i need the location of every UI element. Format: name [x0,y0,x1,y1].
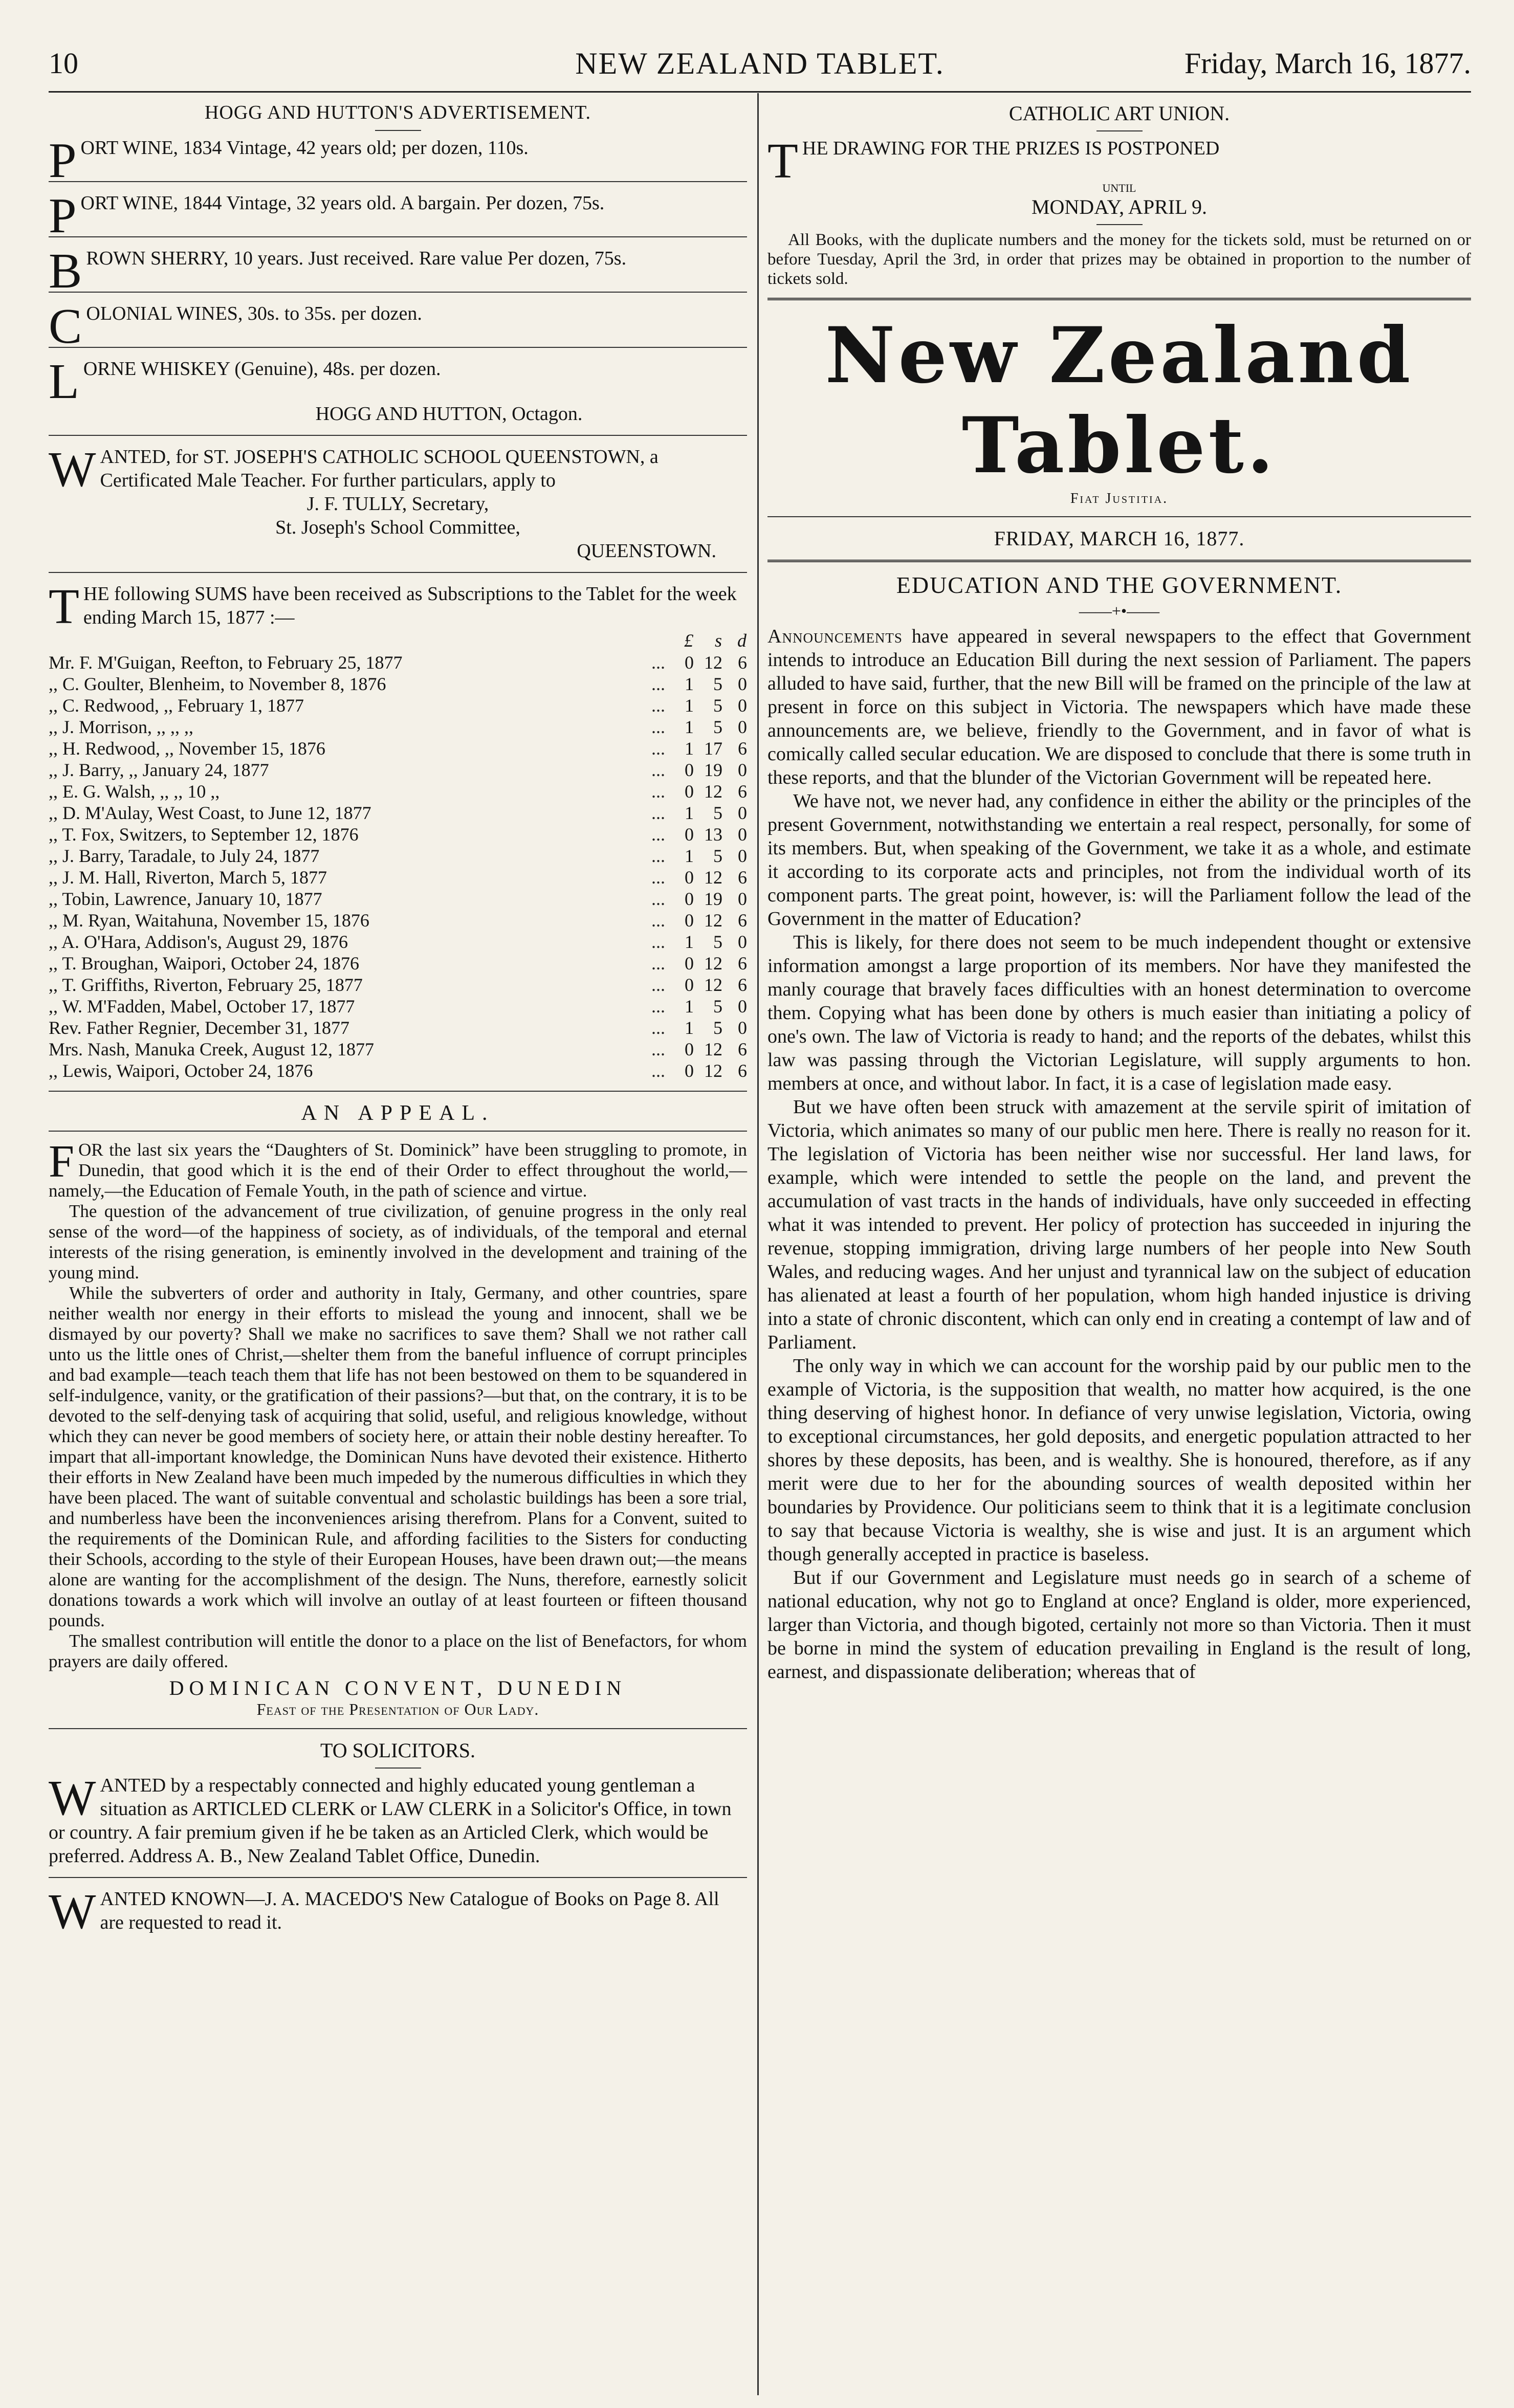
appeal-paragraph: The smallest contribution will entitle the donor to a place on the list of Benefactors, for whom prayers are daily offered. [49,1631,747,1671]
amount-pence: 0 [738,824,747,845]
amount-pounds: 1 [685,674,694,694]
subscription-row [49,802,747,824]
art-union-body-text: All Books, with the duplicate numbers and the money for the tickets sold, must be returned on or before Tuesday, April the 3rd, in order that prizes may be obtained in proportion to the number of tickets sold. [767,231,1471,288]
amount-pounds: 0 [685,652,694,673]
amount-pence: 0 [738,760,747,780]
subscriber-name: Mrs. Nash, Manuka Creek, August 12, 1877 [49,1039,374,1059]
nameplate [767,311,1471,507]
amount-pounds: 1 [685,803,694,823]
subscriptions-section [49,579,747,1081]
wanted-teacher-text [49,442,747,497]
page-header [49,46,1471,92]
amount-shillings: 5 [713,996,722,1017]
subscriptions-intro [49,579,747,634]
amount-shillings: 12 [704,652,722,673]
wanted-teacher-body: ANTED, for ST. JOSEPH'S CATHOLIC SCHOOL QUEENSTOWN, a Certificated Male Teacher. For further particulars, apply to [100,446,659,491]
right-column [767,97,1471,1684]
subscriber-name: ,, A. O'Hara, Addison's, August 29, 1876 [49,932,348,952]
subscriptions-table [49,629,747,1081]
dots: ... [651,846,665,866]
dots: ... [651,1039,665,1059]
amount-pence: 6 [738,738,747,759]
subscription-row [49,695,747,716]
appeal-feast-line: Feast of the Presentation of Our Lady. [256,1700,539,1718]
editorial-body [767,625,1471,1684]
wanted-signature-name: J. F. TULLY, Secretary, [306,493,489,515]
subscription-row [49,845,747,867]
divider [49,1131,747,1132]
drop-cap: L [49,354,79,409]
drop-cap: C [49,299,82,354]
subscriber-name: ,, Lewis, Waipori, October 24, 1876 [49,1061,313,1081]
amount-pounds: 0 [685,781,694,802]
amount-pence: 6 [738,975,747,995]
divider [49,236,747,237]
editorial-paragraph: But we have often been struck with amazement at the servile spirit of imitation of Victoria, which animates so many of our public men here. There is really no reason for it. The legislation of Victoria has been neither wise nor successful. Her land laws, for example, which were intended to settle the people on the land, and prevent the accumulation of vast tracts in the hands of individuals, have only succeeded in effecting what it was intended to prevent. Her policy of protection has succeeded in injuring the revenue, stopping immigration, driving large numbers of her people into New South Wales, and reducing wages. And her unjust and tyrannical law on the subject of education has alienated at least a fourth of her population, whom high handed injustice is driving into a state of chronic discontent, which can only end in creating a contempt of law and of Parliament. [767,1096,1471,1353]
subscriber-name: ,, T. Griffiths, Riverton, February 25, 1877 [49,975,363,995]
subscriber-name: ,, C. Redwood, ,, February 1, 1877 [49,695,304,716]
amount-pence: 0 [738,932,747,952]
amount-pence: 6 [738,910,747,931]
amount-pounds: 0 [685,824,694,845]
dots: ... [651,781,665,802]
subscription-row [49,759,747,781]
subscription-row [49,781,747,802]
subscription-row [49,974,747,996]
amount-pence: 6 [738,1039,747,1059]
editorial-paragraph: The only way in which we can account for the worship paid by our public men to the example of Victoria, is the supposition that wealth, no matter how acquired, is the one thing deserving of highest honor. In defiance of very unwise legislation, Victoria, owing to exceptional circumstances, her gold deposits, and energetic population attracted to her shores by these deposits, has been, and is wealthy. She is honoured, therefore, as if any merit were due to her for the abounding sources of wealth deposited within her boundaries by Providence. Our politicians seem to think that it is a legitimate conclusion to say that because Victoria is wealthy, she is wise and just. It is an argument which though generally accepted in practice is baseless. [767,1355,1471,1565]
solicitors-heading: TO SOLICITORS. [320,1739,475,1762]
dots: ... [651,738,665,759]
amount-pence: 0 [738,803,747,823]
subscription-row [49,738,747,759]
hogg-item [49,133,747,188]
amount-shillings: 5 [713,674,722,694]
divider [767,560,1471,562]
drop-cap: P [49,133,77,188]
dots: ... [651,996,665,1017]
subscription-row [49,1017,747,1039]
subscriber-name: Mr. F. M'Guigan, Reefton, to February 25, 1877 [49,652,403,673]
amount-pounds: 1 [685,695,694,716]
amount-pounds: 0 [685,953,694,974]
subscriber-name: ,, T. Fox, Switzers, to September 12, 1876 [49,824,359,845]
dots: ... [651,717,665,737]
amount-shillings: 5 [713,1018,722,1038]
appeal-section [49,1101,747,1719]
subscriber-name: ,, J. Barry, Taradale, to July 24, 1877 [49,846,320,866]
amount-pounds: 0 [685,975,694,995]
divider [49,572,747,573]
dots: ... [651,975,665,995]
nameplate-title: New Zealand Tablet. [825,311,1414,491]
amount-pounds: 0 [685,1039,694,1059]
amount-pence: 0 [738,674,747,694]
dots: ... [651,867,665,888]
subscription-row [49,1060,747,1081]
editorial-paragraph [767,625,1471,789]
header-date: Friday, March 16, 1877. [1184,47,1471,80]
subscription-row [49,953,747,974]
amount-pounds: 1 [685,932,694,952]
appeal-paragraph [49,1136,747,1201]
subscriber-name: ,, J. Morrison, ,, ,, ,, [49,717,194,737]
appeal-paragraph-text: OR the last six years the “Daughters of St. Dominick” have been struggling to promote, in Dunedin, that good which it is the end of their Order to effect throughout the world,—namely,—the Education of Female Youth, in the path of science and virtue. [49,1140,747,1201]
hogg-item-text: ORNE WHISKEY (Genuine), 48s. per dozen. [83,358,441,380]
dots: ... [651,824,665,845]
amount-shillings: 19 [704,889,722,909]
subscription-row [49,673,747,695]
dots: ... [651,910,665,931]
amount-shillings: 12 [704,1061,722,1081]
editorial-heading: EDUCATION AND THE GOVERNMENT. [896,572,1343,598]
drop-cap: W [49,1884,96,1939]
art-union-body [767,230,1471,289]
drop-cap: P [49,188,77,244]
hogg-item [49,299,747,354]
subscriber-name: ,, D. M'Aulay, West Coast, to June 12, 1877 [49,803,371,823]
subscriber-name: ,, C. Goulter, Blenheim, to November 8, 1876 [49,674,386,694]
amount-pounds: 1 [685,996,694,1017]
wanted-signature-committee: St. Joseph's School Committee, [275,517,520,538]
issue-date: FRIDAY, MARCH 16, 1877. [994,527,1245,550]
art-union-line1: HE DRAWING FOR THE PRIZES IS POSTPONED [802,138,1220,159]
amount-pence: 6 [738,1061,747,1081]
divider [375,1768,421,1769]
amount-shillings: 17 [704,738,722,759]
amount-pence: 0 [738,996,747,1017]
solicitors-body: ANTED by a respectably connected and highly educated young gentleman a situation as ARTICLED CLERK or LAW CLERK in a Solicitor's Office, in town or country. A fair premium given if he be taken as an Articled Clerk, which would be preferred. Address A. B., New Zealand Tablet Office, Dunedin. [49,1775,732,1867]
drop-cap: T [49,579,79,634]
amount-pounds: 0 [685,867,694,888]
dots: ... [651,674,665,694]
art-union-heading: CATHOLIC ART UNION. [1008,102,1230,125]
nameplate-motto: Fiat Justitia. [1070,491,1169,506]
subscription-row [49,1039,747,1060]
amount-shillings: 5 [713,717,722,737]
art-union-until: UNTIL [1102,182,1136,194]
dots: ... [651,932,665,952]
dots: ... [651,695,665,716]
pounds-header: £ [684,630,693,651]
divider [1096,130,1143,131]
dots: ... [651,803,665,823]
divider [767,516,1471,517]
header-rule [49,91,1471,93]
hogg-item [49,188,747,244]
amount-shillings: 12 [704,975,722,995]
wanted-signature-place: QUEENSTOWN. [577,540,716,562]
hogg-hutton-advertisement [49,101,747,426]
hogg-signature: HOGG AND HUTTON, Octagon. [315,403,583,425]
paper-title: NEW ZEALAND TABLET. [575,47,945,80]
dots: ... [651,889,665,909]
appeal-signature: DOMINICAN CONVENT, DUNEDIN [169,1676,627,1699]
hogg-item-text: ROWN SHERRY, 10 years. Just received. Rare value Per dozen, 75s. [86,248,627,269]
hogg-item-text: OLONIAL WINES, 30s. to 35s. per dozen. [86,303,422,324]
hogg-item-text: ORT WINE, 1834 Vintage, 42 years old; per dozen, 110s. [80,137,529,159]
hogg-item [49,354,747,409]
amount-pounds: 1 [685,717,694,737]
divider [375,130,421,131]
divider [49,1728,747,1729]
dots: ... [651,953,665,974]
subscriber-name: ,, W. M'Fadden, Mabel, October 17, 1877 [49,996,355,1017]
subscription-row [49,652,747,673]
amount-pence: 0 [738,846,747,866]
amount-pounds: 0 [685,889,694,909]
amount-shillings: 5 [713,846,722,866]
amount-shillings: 5 [713,695,722,716]
macedo-text [49,1884,747,1939]
amount-shillings: 5 [713,803,722,823]
subscriber-name: ,, H. Redwood, ,, November 15, 1876 [49,738,325,759]
left-column [49,97,747,1939]
amount-shillings: 12 [704,867,722,888]
subscriber-name: Rev. Father Regnier, December 31, 1877 [49,1018,350,1038]
editorial-paragraph: This is likely, for there does not seem to be much independent thought or extensive information amongst a large proportion of its members. Nor have they manifested the manly courage that bravely faces difficulties with an honest determination to overcome them. Copying what has been done by others is much easier than initiating a policy of one's own. The law of Victoria is ready to hand; and the reports of the debates, whilst this law was passing through the Victorian Legislature, will supply arguments to hon. members at once, and without labor. In fact, it is a case of legislation made easy. [767,932,1471,1094]
subscriber-name: ,, M. Ryan, Waitahuna, November 15, 1876 [49,910,369,931]
amount-pounds: 0 [685,760,694,780]
subscriber-name: ,, T. Broughan, Waipori, October 24, 1876 [49,953,360,974]
subscription-row [49,931,747,953]
divider [49,1091,747,1092]
amount-pence: 6 [738,867,747,888]
dots: ... [651,760,665,780]
subscriber-name: ,, E. G. Walsh, ,, ,, 10 ,, [49,781,220,802]
amount-pence: 0 [738,1018,747,1038]
amount-pence: 6 [738,953,747,974]
subscriptions-rows [49,652,747,1081]
amount-pence: 6 [738,781,747,802]
subscription-row [49,716,747,738]
amount-shillings: 12 [704,1039,722,1059]
subscriptions-intro-text: HE following SUMS have been received as Subscriptions to the Tablet for the week ending March 15, 1877 :— [83,583,737,628]
amount-shillings: 5 [713,932,722,952]
drop-cap: B [49,244,82,299]
divider [49,1877,747,1878]
pence-header: d [737,630,747,651]
hogg-item [49,244,747,299]
hogg-item-text: ORT WINE, 1844 Vintage, 32 years old. A bargain. Per dozen, 75s. [80,192,605,214]
macedo-body: ANTED KNOWN—J. A. MACEDO'S New Catalogue of Books on Page 8. All are requested to read it. [100,1888,719,1933]
divider [49,347,747,348]
amount-pounds: 1 [685,846,694,866]
editorial-lead-word: Announcements [767,626,903,647]
divider [49,292,747,293]
appeal-body [49,1136,747,1672]
amount-pounds: 1 [685,1018,694,1038]
editorial [767,571,1471,1684]
editorial-paragraph-text: have appeared in several newspapers to the effect that Government intends to introduce an Education Bill during the next session of Parliament. The papers alluded to have said, further, that the new Bill will be framed on the principle of the law at present in force on this subject in Victoria. The newspapers which have made these announcements are, we believe, friendly to the Government, and in favor of what is comically called secular education. We are disposed to conclude that there is some truth in these reports, and that the blunder of the Victorian Government will be repeated here. [767,626,1471,788]
shillings-header: s [714,630,722,651]
subscription-row [49,867,747,888]
editorial-paragraph: But if our Government and Legislature must needs go in search of a scheme of national education, why not go to England at once? England is older, more experienced, larger than Victoria, and though bigoted, certainly not more so than Victoria. Then it must be borne in mind the system of education prevailing in England is the result of long, earnest, and dispassionate deliberation; whereas that of [767,1567,1471,1683]
divider [49,435,747,436]
drop-cap: F [49,1136,75,1187]
hogg-heading: HOGG AND HUTTON'S ADVERTISEMENT. [204,102,591,123]
subscription-row [49,996,747,1017]
solicitors-text [49,1771,747,1868]
drop-cap: W [49,1771,96,1826]
amount-shillings: 19 [704,760,722,780]
subscription-row [49,888,747,910]
divider [49,181,747,182]
amount-shillings: 12 [704,910,722,931]
art-union-notice [767,101,1471,289]
dots: ... [651,1061,665,1081]
column-divider [757,93,759,2395]
divider [1096,224,1143,225]
amount-shillings: 12 [704,781,722,802]
wanted-teacher-ad [49,442,747,563]
ornament-divider: ——+•—— [1079,602,1160,620]
amount-pounds: 0 [685,910,694,931]
editorial-paragraph: We have not, we never had, any confidence in either the ability or the principles of the present Government, notwithstanding we entertain a real respect, personally, for some of its members. But, when speaking of the Government, we take it as a whole, and estimate it according to its corporate acts and principles, not from the individual worth of its component parts. The great point, however, is: will the Parliament follow the lead of the Government in the matter of Education? [767,790,1471,930]
subscriber-name: ,, Tobin, Lawrence, January 10, 1877 [49,889,322,909]
amount-pence: 0 [738,889,747,909]
amount-pence: 0 [738,695,747,716]
art-union-date: MONDAY, APRIL 9. [1031,195,1208,218]
divider [767,298,1471,300]
amount-shillings: 12 [704,953,722,974]
appeal-heading: AN APPEAL. [301,1101,495,1125]
dots: ... [651,1018,665,1038]
subscriber-name: ,, J. M. Hall, Riverton, March 5, 1877 [49,867,327,888]
drop-cap: W [49,442,96,497]
drop-cap: T [767,134,798,189]
subscription-row [49,910,747,931]
amount-pence: 6 [738,652,747,673]
subscriber-name: ,, J. Barry, ,, January 24, 1877 [49,760,269,780]
appeal-paragraph: While the subverters of order and authority in Italy, Germany, and other countries, spare neither wealth nor energy in their efforts to mislead the young and innocent, shall we be dismayed by our poverty? Shall we make no sacrifices to save them? Shall we not rather call unto us the little ones of Christ,—shelter them from the baneful influence of corrupt principles and bad example—teach teach them that life has not been bestowed on them to be squandered in self-indulgence, vanity, or the gratification of their passions?—but that, on the contrary, it is to be devoted to the self-denying task of acquiring that solid, useful, and religious knowledge, without which they can never be good members of society here, or attain their noble destiny hereafter. To impart that all-important knowledge, the Dominican Nuns have devoted their existence. Hitherto their efforts in New Zealand have been much impeded by the numerous difficulties in which they have been placed. The want of suitable conventual and scholastic buildings has been a sore trial, and numberless have been the inconveniences arising therefrom. Plans for a Convent, suited to the requirements of the Dominican Rule, and affording facilities to the Sisters for conducting their Schools, according to the style of their European Houses, have been drawn out;—the means alone are wanting for the accomplishment of the design. The Nuns, therefore, earnestly solicit donations towards a work which will involve an outlay of at least fourteen or fifteen thousand pounds. [49,1283,747,1630]
page-number: 10 [49,47,78,80]
amount-pounds: 0 [685,1061,694,1081]
appeal-paragraph: The question of the advancement of true civilization, of genuine progress in the only real sense of the word—of the happiness of society, as of individuals, of the temporal and eternal interests of the rising generation, is eminently involved in the development and training of the young mind. [49,1201,747,1283]
macedo-ad [49,1884,747,1939]
subscriptions-header-row [49,629,747,652]
amount-shillings: 13 [704,824,722,845]
solicitors-ad [49,1738,747,1868]
subscription-row [49,824,747,845]
amount-pounds: 1 [685,738,694,759]
amount-pence: 0 [738,717,747,737]
dots: ... [651,652,665,673]
